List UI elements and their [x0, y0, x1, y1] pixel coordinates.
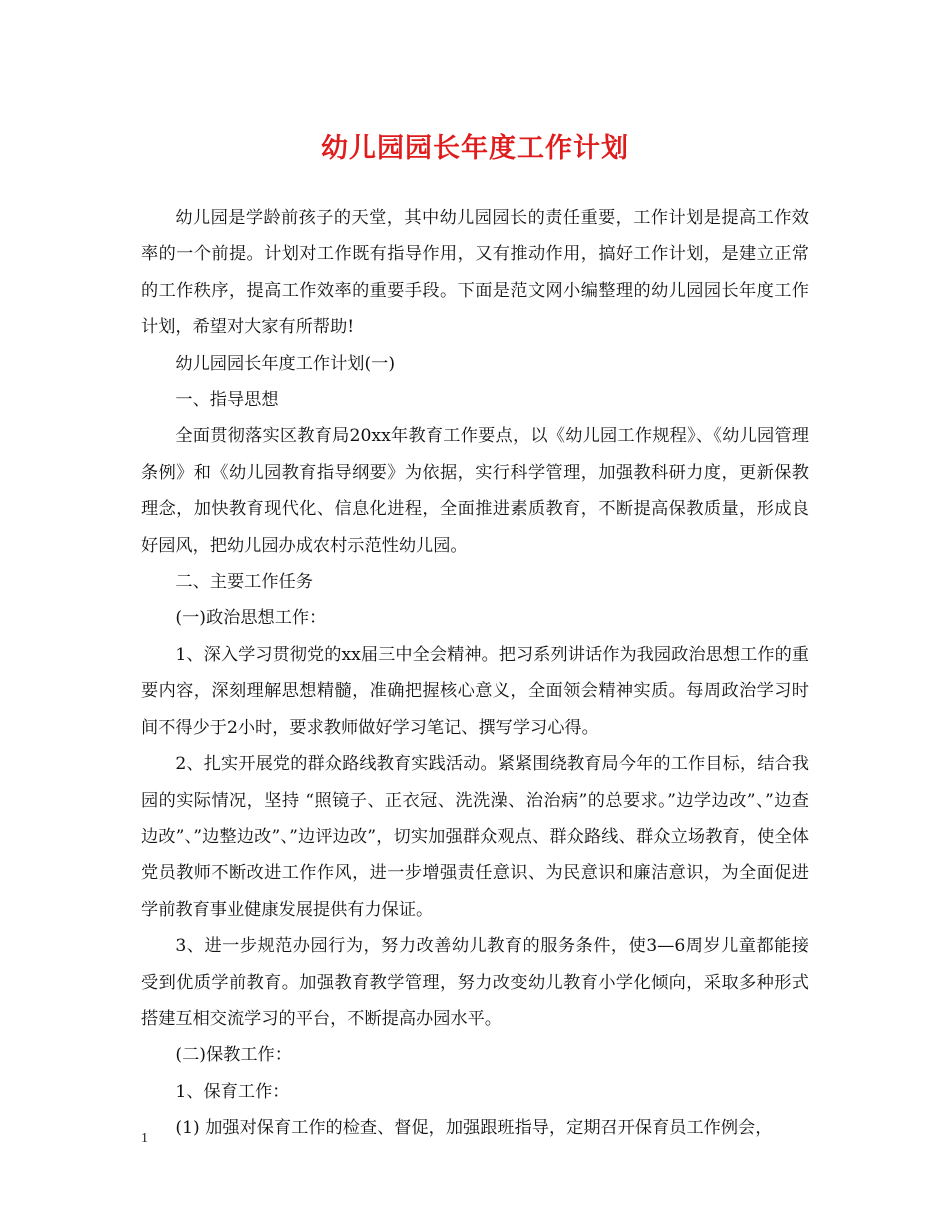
- section-heading: (一)政治思想工作：: [175, 608, 327, 629]
- paragraph: 1、深入学习贯彻党的xx届三中全会精神。把习系列讲话作为我园政治思想工作的重要内容，深刻理解思想精髓，准确把握核心意义，全面领会精神实质。每周政治学习时间不得少于2小时，要求教师做好学习笔记、撰写学习心得。: [141, 644, 809, 738]
- paragraph: 3、进一步规范办园行为，努力改善幼儿教育的服务条件，使3—6周岁儿童都能接受到优质学前教育。加强教育教学管理，努力改变幼儿教育小学化倾向，采取多种形式搭建互相交流学习的平台，不断提高办园水平。: [141, 936, 809, 1029]
- document-title: 幼儿园园长年度工作计划: [321, 133, 629, 164]
- section-heading: (二)保教工作：: [175, 1045, 292, 1066]
- section-heading: 1、保育工作：: [175, 1081, 290, 1102]
- section-heading: 二、主要工作任务: [175, 572, 313, 593]
- paragraph: 幼儿园是学龄前孩子的天堂，其中幼儿园园长的责任重要，工作计划是提高工作效率的一个前提。计划对工作既有指导作用，又有推动作用，搞好工作计划，是建立正常的工作秩序，提高工作效率的重要手段。下面是范文网小编整理的幼儿园园长年度工作计划，希望对大家有所帮助!: [141, 208, 809, 338]
- page-number: 1: [141, 1131, 148, 1146]
- paragraph: (1) 加强对保育工作的检查、督促，加强跟班指导，定期召开保育员工作例会，: [175, 1118, 773, 1139]
- paragraph: 2、扎实开展党的群众路线教育实践活动。紧紧围绕教育局今年的工作目标，结合我园的实际情况，坚持 “照镜子、正衣冠、洗洗澡、治治病”的总要求。”边学边改”、”边查边改”、”边整边改”、”边评边改”，切实加强群众观点、群众路线、群众立场教育，使全体党员教师不断改进工作作风，进一步增强责任意识、为民意识和廉洁意识，为全面促进学前教育事业健康发展提供有力保证。: [141, 754, 809, 920]
- section-heading: 幼儿园园长年度工作计划(一): [175, 353, 396, 374]
- paragraph: 全面贯彻落实区教育局20xx年教育工作要点，以《幼儿园工作规程》、《幼儿园管理条例》和《幼儿园教育指导纲要》为依据，实行科学管理，加强教科研力度，更新保教理念，加快教育现代化、信息化进程，全面推进素质教育，不断提高保教质量，形成良好园风，把幼儿园办成农村示范性幼儿园。: [141, 426, 809, 556]
- section-heading: 一、指导思想: [175, 390, 279, 411]
- document-body: [141, 200, 809, 1147]
